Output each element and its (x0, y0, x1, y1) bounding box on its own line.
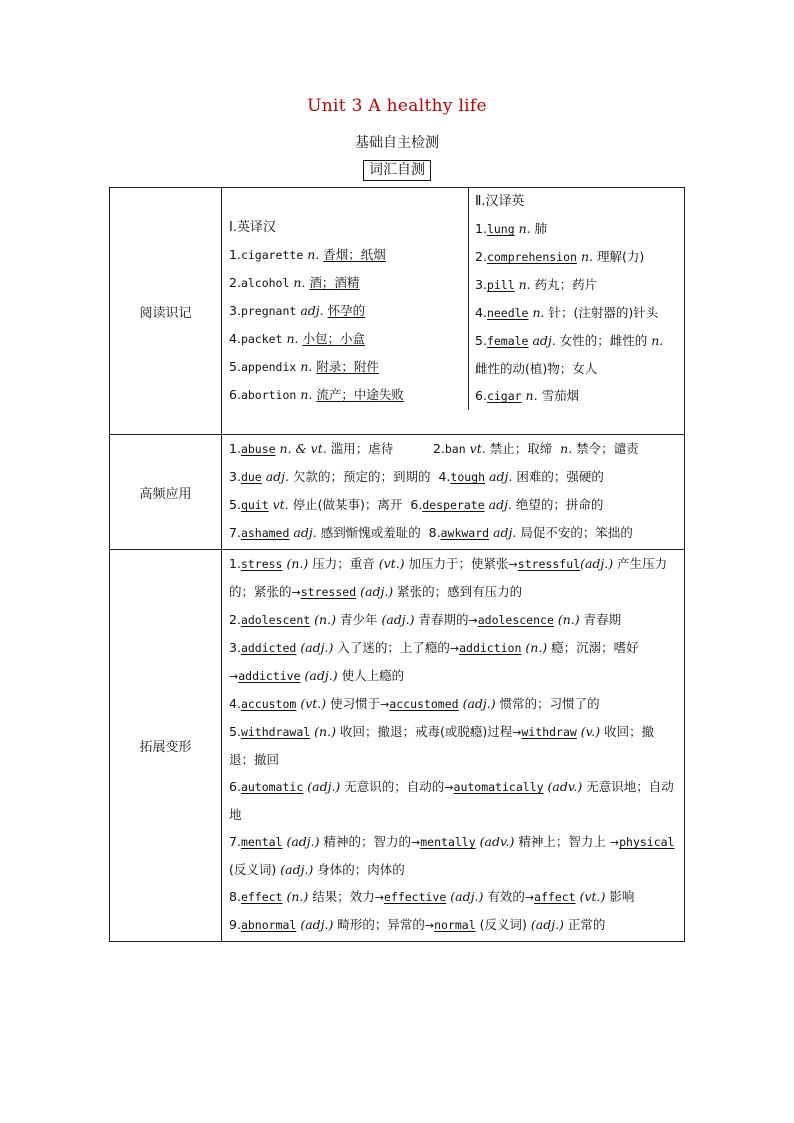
list-item: 7.mental (adj.) 精神的；智力的→mentally (adv.) 精神上；智力上 →physical (反义词) (adj.) 身体的；肉体的 (229, 834, 675, 877)
list-item: 4.needle n. 针；(注射器的)针头 (475, 305, 659, 320)
extended-category: 拓展变形 (110, 550, 222, 942)
list-item: 6.cigar n. 雪茄烟 (475, 388, 580, 403)
reading-inner (222, 188, 684, 410)
list-item: 5.female adj. 女性的；雌性的 n. 雌性的动(植)物；女人 (475, 333, 664, 376)
list-item: 5.appendix n. 附录；附件 (229, 359, 379, 374)
list-item: 6.automatic (adj.) 无意识的；自动的→automatically (adv.) 无意识地；自动地 (229, 779, 674, 822)
part2-heading: Ⅱ.汉译英 (475, 194, 525, 209)
reading-category: 阅读识记 (110, 188, 222, 435)
unit-title: Unit 3 A healthy life (307, 96, 487, 116)
list-item: 9.abnormal (adj.) 畸形的；异常的→normal (反义词) (adj.) 正常的 (229, 917, 606, 932)
reading-row (110, 188, 685, 435)
section-subtitle: 基础自主检测 (355, 135, 439, 151)
list-item: 3.pregnant adj. 怀孕的 (229, 303, 366, 318)
list-item: 5.quit vt. 停止(做某事)；离开 6.desperate adj. 绝望的；拼命的 (229, 497, 604, 512)
list-item: 2.comprehension n. 理解(力) (475, 249, 645, 264)
frequent-row (110, 435, 685, 550)
list-item: 1.lung n. 肺 (475, 221, 548, 236)
vocab-table (109, 187, 685, 942)
list-item: 7.ashamed adj. 感到惭愧或羞耻的 8.awkward adj. 局促不安的；笨拙的 (229, 525, 633, 540)
list-item: 2.adolescent (n.) 青少年 (adj.) 青春期的→adolescence (n.) 青春期 (229, 612, 622, 627)
list-item: 3.due adj. 欠款的；预定的；到期的 4.tough adj. 困难的；强硬的 (229, 469, 604, 484)
frequent-content (222, 435, 685, 550)
list-item: 1.stress (n.) 压力；重音 (vt.) 加压力于；使紧张→stressful(adj.) 产生压力的；紧张的→stressed (adj.) 紧张的；感到有压力的 (229, 556, 668, 599)
list-item: 5.withdrawal (n.) 收回；撤退；戒毒(或脱瘾)过程→withdraw (v.) 收回；撤退；撤回 (229, 724, 655, 767)
english-to-chinese (222, 188, 469, 410)
list-item: 4.accustom (vt.) 使习惯于→accustomed (adj.) 惯常的；习惯了的 (229, 696, 600, 711)
list-item: 1.cigarette n. 香烟；纸烟 (229, 247, 386, 262)
extended-content (222, 550, 685, 942)
list-item: 4.packet n. 小包；小盒 (229, 331, 365, 346)
frequent-category: 高频应用 (110, 435, 222, 550)
list-item: 2.alcohol n. 酒；酒精 (229, 275, 360, 290)
chinese-to-english (469, 188, 685, 410)
extended-row (110, 550, 685, 942)
list-item: 3.pill n. 药丸；药片 (475, 277, 598, 292)
list-item: 8.effect (n.) 结果；效力→effective (adj.) 有效的→affect (vt.) 影响 (229, 889, 635, 904)
list-item: 3.addicted (adj.) 入了迷的；上了瘾的→addiction (n.) 瘾；沉溺；嗜好→addictive (adj.) 使人上瘾的 (229, 640, 639, 683)
list-item: 1.abuse n. & vt. 滥用；虐待 2.ban vt. 禁止；取缔 n. 禁令；谴责 (229, 441, 639, 456)
list-item: 6.abortion n. 流产；中途失败 (229, 387, 404, 402)
vocab-self-test-label: 词汇自测 (363, 160, 431, 181)
part1-heading: Ⅰ.英译汉 (229, 220, 276, 235)
